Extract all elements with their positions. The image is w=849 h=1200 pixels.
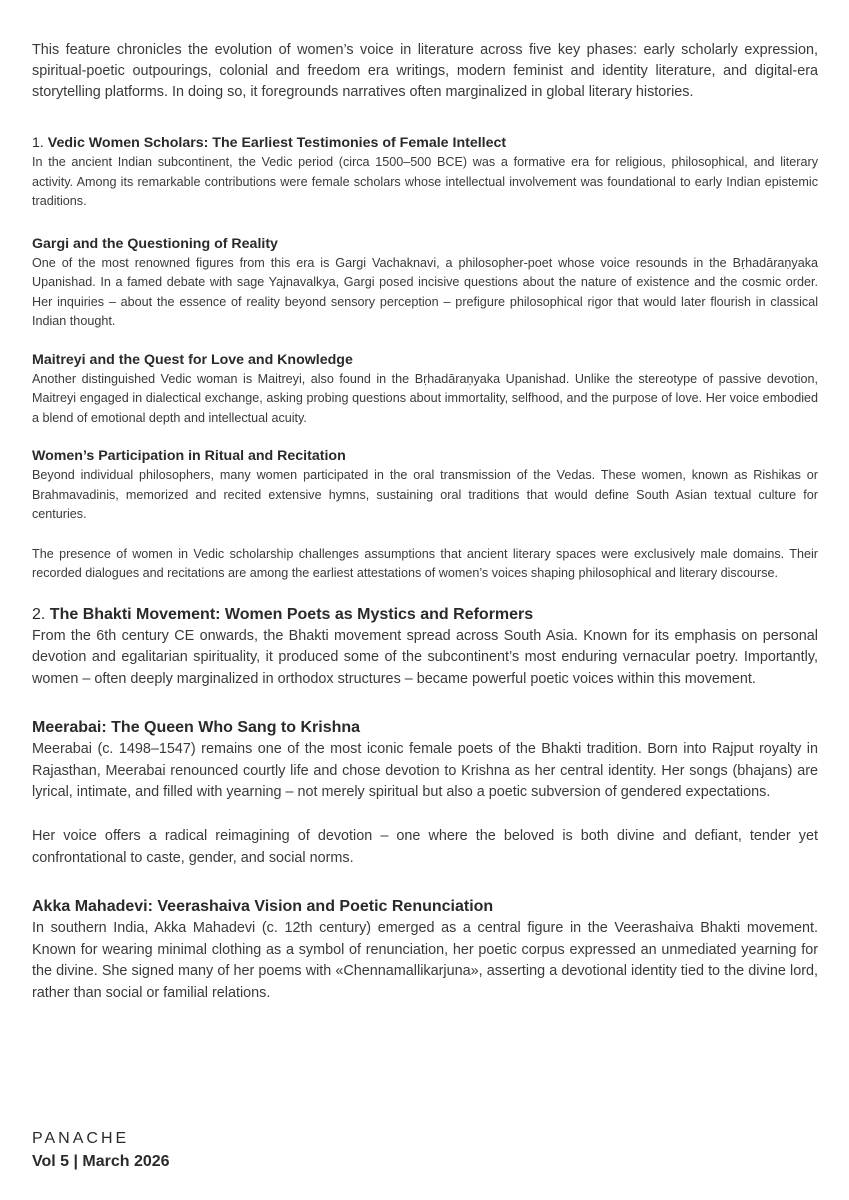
ritual-body: Beyond individual philosophers, many women participated in the oral transmission of the Vedas. These women, known as Rishikas or Brahmavadinis, memorized and recited extensive hymns, sustaining oral traditions that would define South Asian textual culture for centuries. bbox=[32, 468, 818, 521]
meerabai-heading: Meerabai: The Queen Who Sang to Krishna bbox=[32, 718, 361, 736]
gargi-heading: Gargi and the Questioning of Reality bbox=[32, 235, 278, 252]
section-2-heading bbox=[32, 604, 818, 626]
akka-heading: Akka Mahadevi: Veerashaiva Vision and Poetic Renunciation bbox=[32, 897, 494, 915]
article-body bbox=[32, 40, 818, 1005]
maitreyi-body: Another distinguished Vedic woman is Maitreyi, also found in the Bṛhadāraṇyaka Upanishad. Unlike the stereotype of passive devotion, Maitreyi engaged in dialectical exchange, asking probing questions about immortality, selfhood, and the purpose of love. Her voice embodied a blend of emotional depth and intellectual acuity. bbox=[32, 371, 818, 425]
maitreyi-heading: Maitreyi and the Quest for Love and Knowledge bbox=[32, 351, 353, 368]
section-2-title: The Bhakti Movement: Women Poets as Mystics and Reformers bbox=[49, 605, 534, 623]
page-footer bbox=[32, 1128, 170, 1174]
section-1-body: In the ancient Indian subcontinent, the Vedic period (circa 1500–500 BCE) was a formative era for religious, philosophical, and literary activity. Among its remarkable contributions were female scholars whose intellectual involvement was foundational to early Indian epistemic traditions. bbox=[32, 155, 818, 208]
ritual-body-2: The presence of women in Vedic scholarship challenges assumptions that ancient literary spaces were exclusively male domains. Their recorded dialogues and recitations are among the earliest attestations of women’s voices shaping philosophical and literary discourse. bbox=[32, 546, 818, 580]
magazine-name: PANACHE bbox=[32, 1130, 130, 1147]
gargi-body: One of the most renowned figures from this era is Gargi Vachaknavi, a philosopher-poet whose voice resounds in the Bṛhadāraṇyaka Upanishad. In a famed debate with sage Yajnavalkya, Gargi posed incisive questions about the nature of existence and the cosmic order. Her inquiries – about the essence of reality beyond sensory perception – prefigure philosophical rigor that would later flourish in classical Indian thought. bbox=[32, 255, 818, 328]
section-1-number: 1. bbox=[32, 135, 48, 151]
issue-info: Vol 5 | March 2026 bbox=[32, 1153, 170, 1170]
section-2-number: 2. bbox=[32, 605, 50, 623]
section-2-body: From the 6th century CE onwards, the Bhakti movement spread across South Asia. Known for its emphasis on personal devotion and egalitarian spirituality, it produced some of the subcontinent’s most enduring vernacular poetry. Importantly, women – often deeply marginalized in orthodox structures – became powerful poetic voices within this movement. bbox=[32, 627, 818, 688]
ritual-heading: Women’s Participation in Ritual and Recitation bbox=[32, 448, 346, 464]
section-1-heading bbox=[32, 133, 818, 153]
intro-paragraph: This feature chronicles the evolution of women’s voice in literature across five key phases: early scholarly expression, spiritual-poetic outpourings, colonial and freedom era writings, modern feminist and identity literature, and digital-era storytelling platforms. In doing so, it foregrounds narratives often marginalized in global literary histories. bbox=[32, 42, 818, 100]
section-1-title: Vedic Women Scholars: The Earliest Testimonies of Female Intellect bbox=[47, 135, 507, 151]
akka-body: In southern India, Akka Mahadevi (c. 12th century) emerged as a central figure in the Veerashaiva Bhakti movement. Known for wearing minimal clothing as a symbol of renunciation, her poetic corpus expressed an unmediated yearning for the divine. She signed many of her poems with «Chennamallikarjuna», asserting a devotional identity tied to the divine lord, rather than social or familial relations. bbox=[32, 919, 818, 1002]
meerabai-body: Meerabai (c. 1498–1547) remains one of the most iconic female poets of the Bhakti tradition. Born into Rajput royalty in Rajasthan, Meerabai renounced courtly life and chose devotion to Krishna as her central identity. Her songs (bhajans) are lyrical, intimate, and filled with yearning – not merely spiritual but also a poetic subversion of gendered expectations. bbox=[32, 740, 818, 801]
meerabai-body-2: Her voice offers a radical reimagining of devotion – one where the beloved is both divine and defiant, tender yet confrontational to caste, gender, and social norms. bbox=[32, 828, 818, 867]
